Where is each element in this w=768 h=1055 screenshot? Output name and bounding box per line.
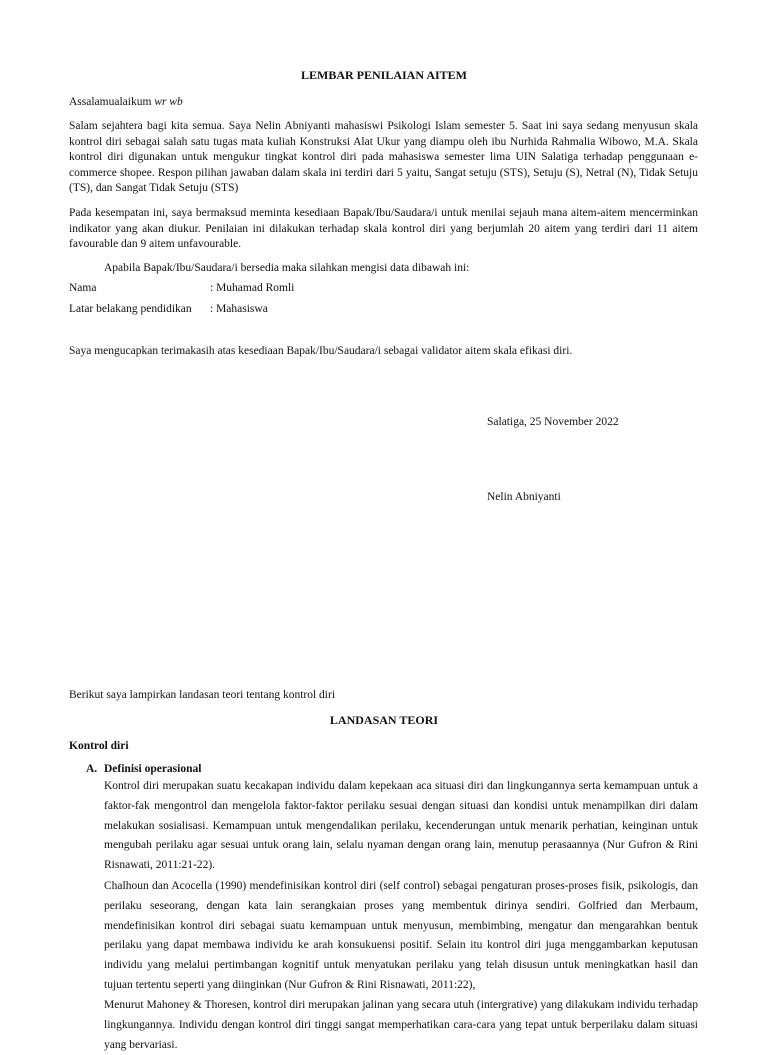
field-value-name: : Muhamad Romli (210, 282, 295, 294)
request-paragraph: Pada kesempatan ini, saya bermaksud meminta kesediaan Bapak/Ibu/Saudara/i untuk menilai sejauh mana aitem-aitem mencerminkan indikator yang akan diukur. Penilaian ini dilakukan terhadap skala kontrol diri yang berjumlah 20 aitem yang terdiri dari 11 aitem favourable dan 9 aitem unfavourable. (69, 207, 698, 251)
appendix-intro: Berikut saya lampirkan landasan teori tentang kontrol diri (69, 689, 336, 701)
subsection-marker: A. (86, 763, 98, 775)
instruction-text: Apabila Bapak/Ibu/Saudara/i bersedia maka silahkan mengisi data dibawah ini: (104, 262, 470, 274)
section-heading: Kontrol diri (69, 740, 129, 752)
signature-name: Nelin Abniyanti (487, 491, 561, 503)
greeting-italic: wr wb (154, 96, 183, 108)
thanks-text: Saya mengucapkan terimakasih atas kesediaan Bapak/Ibu/Saudara/i sebagai validator aitem skala efikasi diri. (69, 345, 573, 357)
field-label-name: Nama (69, 282, 97, 294)
theory-paragraph-1: Kontrol diri merupakan suatu kecakapan individu dalam kepekaan aca situasi diri dan lingkungannya serta kemampuan untuk a faktor-fak mengontrol dan mengelola faktor-faktor perilaku sesuai dengan situasi dan kondisi untuk menampilkan diri dalam melakukan sosialisasi. Kemampuan untuk mengendalikan perilaku, kecenderungan untuk menarik perhatian, keinginan untuk mengubah perilaku agar sesuai untuk orang lain, selalu nyaman dengan orang lain, menutup perasaannya (Nur Gufron & Rini Risnawati, 2011:21-22). (104, 780, 698, 872)
subsection-heading: Definisi operasional (104, 763, 202, 775)
intro-paragraph: Salam sejahtera bagi kita semua. Saya Nelin Abniyanti mahasiswi Psikologi Islam semester 5. Saat ini saya sedang menyusun skala kontrol diri sebagai salah satu tugas mata kuliah Konstruksi Alat Ukur yang diampu oleh ibu Nurhida Rahmalia Wibowo, M.A. Skala kontrol diri digunakan untuk mengukur tingkat kontrol diri pada mahasiswa semester lima UIN Salatiga terhadap penggunaan e-commerce shopee. Respon pilihan jawaban dalam skala ini terdiri dari 5 yaitu, Sangat setuju (STS), Setuju (S), Netral (N), Tidak Setuju (TS), dan Sangat Tidak Setuju (STS) (69, 120, 698, 195)
field-label-education: Latar belakang pendidikan (69, 303, 192, 315)
theory-paragraph-2: Chalhoun dan Acocella (1990) mendefinisikan kontrol diri (self control) sebagai pengaturan proses-proses fisik, psikologis, dan perilaku seseorang, dengan kata lain serangkaian proses yang membentuk dirinya sendiri. Golfried dan Merbaum, mendefinisikan kontrol diri sebagai suatu kemampuan untuk menyusun, membimbing, mengatur dan mengarahkan bentuk perilaku yang dapat membawa individu ke arah konsukuensi positif. Selain itu kontrol diri juga menggambarkan keputusan individu yang melalui pertimbangan kognitif untuk menyatukan perilaku yang telah disusun untuk meningkatkan hasil dan tujuan tertentu seperti yang diinginkan (Nur Gufron & Rini Risnawati, 2011:22), (104, 880, 698, 991)
form-title: LEMBAR PENILAIAN AITEM (300, 68, 468, 82)
appendix-title: LANDASAN TEORI (329, 713, 439, 727)
greeting: Assalamualaikum wr wb (69, 96, 183, 108)
field-value-education: : Mahasiswa (210, 303, 268, 315)
theory-paragraph-3: Menurut Mahoney & Thoresen, kontrol diri merupakan jalinan yang secara utuh (intergrative) yang dilakukam individu terhadap lingkungannya. Individu dengan kontrol diri tinggi sangat memperhatikan cara-cara yang tepat untuk berperilaku dalam situasi yang bervariasi. (104, 999, 698, 1051)
place-date: Salatiga, 25 November 2022 (487, 416, 619, 428)
